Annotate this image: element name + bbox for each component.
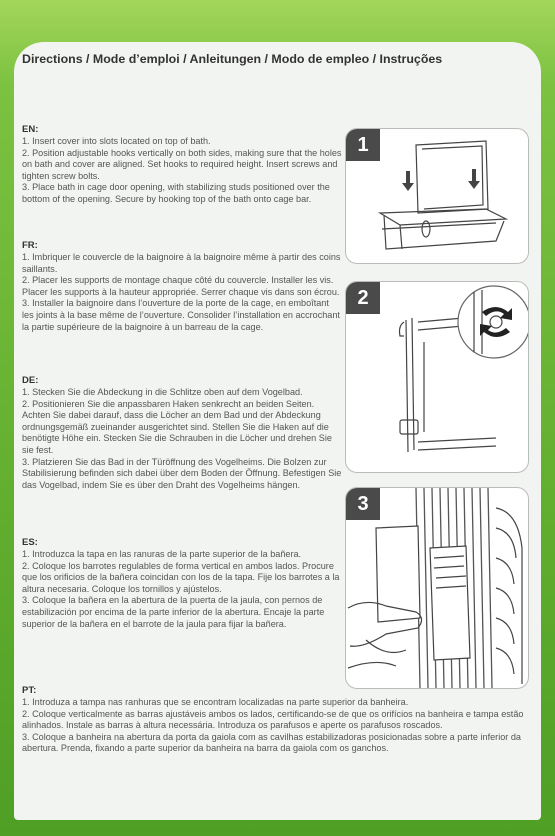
section-en bbox=[22, 124, 342, 206]
instruction-line: 2. Position adjustable hooks vertically on both sides, making sure that the holes on bath and cover are aligned. Set hooks to required height. Insert screws and tighten screw bolts. bbox=[22, 147, 342, 181]
instruction-line: 3. Place bath in cage door opening, with stabilizing studs positioned over the bottom of the opening. Secure by hooking top of the bath onto cage bar. bbox=[22, 182, 330, 204]
instruction-line: 3. Installer la baignoire dans l’ouverture de la porte de la cage, en emboîtant les joints à la base même de l’ouverture. Consolider l’installation en accrochant la partie supérieure de la baignoire à un barreau de la cage. bbox=[22, 298, 340, 332]
instruction-line: 1. Imbriquer le couvercle de la baignoire à la baignoire même à partir des coins saillants. bbox=[22, 252, 341, 274]
instruction-line: 1. Introduzca la tapa en las ranuras de la parte superior de la bañera. bbox=[22, 549, 302, 559]
section-de bbox=[22, 375, 342, 491]
section-heading: PT: bbox=[22, 685, 37, 696]
step-2-illustration bbox=[345, 281, 529, 473]
step-3-illustration bbox=[345, 487, 529, 689]
section-pt bbox=[22, 685, 527, 755]
instruction-line: 2. Positionieren Sie die anpassbaren Haken senkrecht an beiden Seiten. Achten Sie dabei darauf, dass die Löcher an dem Bad und der Abdeckung ordnungsgemäß zueinander ausgerichtet sind. Stellen Sie die Haken auf die benötigte Höhe ein. Stecken Sie die Schrauben in die Löcher und drehen Sie sie fest. bbox=[22, 398, 332, 455]
instruction-line: 2. Coloque verticalmente as barras ajustáveis ambos os lados, certificando-se de que os orifícios na banheira e tampa estão alinhados. Instale as barras à altura necessária. Introduza os parafusos e aperte os parafusos roscados. bbox=[22, 708, 524, 731]
instruction-line: 3. Platzieren Sie das Bad in der Türöffnung des Vogelheims. Die Bolzen zur Stabilisierung befinden sich dabei über dem Boden der Öffnung. Befestigen Sie das Vogelbad, indem Sie es über den Draht des Vogelheims hängen. bbox=[22, 456, 342, 490]
step-1-illustration bbox=[345, 128, 529, 264]
instruction-line: 3. Coloque la bañera en la abertura de la puerta de la jaula, con pernos de estabilización por encima de la parte inferior de la abertura. Encaje la parte superior de la bañera en el barrote de la jaula para fijar la bañera. bbox=[22, 595, 325, 629]
section-heading: DE: bbox=[22, 375, 39, 386]
page-title: Directions / Mode d’emploi / Anleitungen / Modo de empleo / Instruções bbox=[22, 52, 443, 66]
step-number-badge: 2 bbox=[346, 282, 380, 314]
instruction-line: 1. Stecken Sie die Abdeckung in die Schlitze oben auf dem Vogelbad. bbox=[22, 387, 303, 397]
instruction-line: 1. Insert cover into slots located on top of bath. bbox=[22, 136, 211, 146]
section-heading: FR: bbox=[22, 240, 38, 251]
section-fr bbox=[22, 240, 342, 333]
step-number-badge: 3 bbox=[346, 488, 380, 520]
instruction-line: 3. Coloque a banheira na abertura da porta da gaiola com as cavilhas estabilizadoras posicionadas sobre a parte inferior da abertura. Prenda, fixando a parte superior da banheira na barra da gaiola com os ganchos. bbox=[22, 731, 521, 754]
instruction-line: 1. Introduza a tampa nas ranhuras que se encontram localizadas na parte superior da banheira. bbox=[22, 697, 409, 707]
zoom-circle bbox=[458, 286, 528, 358]
section-heading: ES: bbox=[22, 537, 38, 548]
instruction-line: 2. Placer les supports de montage chaque côté du couvercle. Installer les vis. Placer les supports à la hauteur appropriée. Serrer chaque vis dans son écrou. bbox=[22, 275, 340, 297]
instruction-line: 2. Coloque los barrotes regulables de forma vertical en ambos lados. Procure que los orificios de la bañera coincidan con los de la tapa. Fije los barrotes a la altura necesaria. Coloque los tornillos y ajústelos. bbox=[22, 560, 340, 594]
section-es bbox=[22, 537, 342, 630]
step-number-badge: 1 bbox=[346, 129, 380, 161]
section-heading: EN: bbox=[22, 124, 39, 135]
